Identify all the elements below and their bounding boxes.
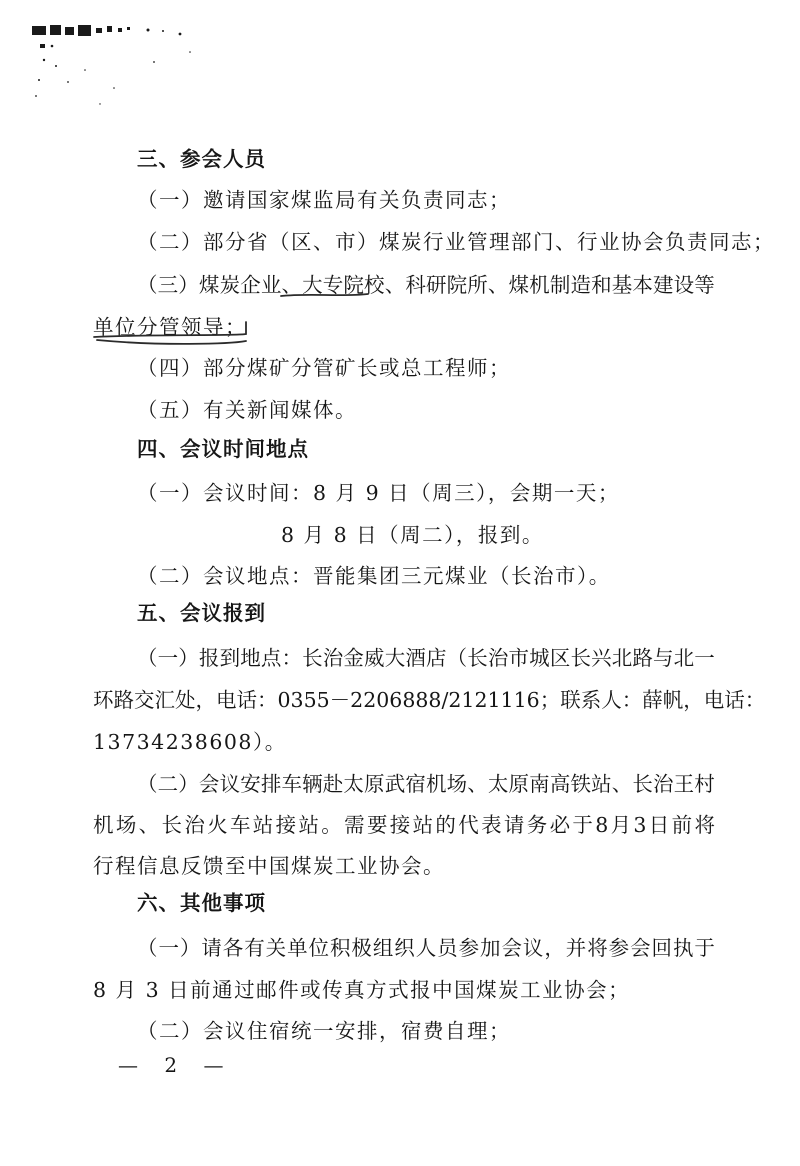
other-item-2: （二）会议住宿统一安排，宿费自理； [137,1019,511,1043]
registration-date: 8 月 8 日（周二），报到。 [281,523,544,547]
other-item-1-continued: 8 月 3 日前通过邮件或传真方式报中国煤炭工业协会； [93,978,631,1002]
transport-arrangement-continued: 机 场 、 长 治 火 车 站 接 站 。 需 要 接 站 的 代 表 请 务 必 于 8 月 3 日 前 将 [93,813,715,837]
attendee-item-5: （五）有关新闻媒体。 [137,398,357,422]
attendee-item-2: （二）部分省（区、市）煤炭行业管理部门、行业协会负责同志； [137,230,775,254]
transport-arrangement-end: 行程信息反馈至中国煤炭工业协会。 [93,854,445,878]
attendee-item-4: （四）部分煤矿分管矿长或总工程师； [137,356,511,380]
section-heading-other: 六、其他事项 [137,891,266,915]
meeting-place: （二）会议地点：晋能集团三元煤业（长治市）。 [137,564,611,588]
meeting-time: （一）会议时间：8 月 9 日（周三），会期一天； [137,481,620,505]
attendee-item-3-continuation: 单位分管领导； [93,315,247,339]
registration-place-contact: 环 路 交 汇 处 ， 电 话 ： 0355－2206888/2121116 ； 联 系 人 ： 薛 帆 ， 电 话 ： [93,688,766,712]
attendee-item-3: （ 三 ） 煤 炭 企 业 、 大 专 院 校 、 科 研 院 所 、 煤 机 制 造 和 基 本 建 设 等 [137,273,715,297]
section-heading-time-place: 四、会议时间地点 [137,437,309,461]
scan-artifact [30,22,200,110]
other-item-1: （ 一 ） 请 各 有 关 单 位 积 极 组 织 人 员 参 加 会 议 ， 并 将 参 会 回 执 于 [137,936,715,960]
registration-place: （ 一 ） 报 到 地 点 ： 长 治 金 威 大 酒 店 （ 长 治 市 城 区 长 兴 北 路 与 北 一 [137,646,715,670]
page-number: — 2 — [118,1053,234,1077]
section-heading-attendees: 三、参会人员 [137,147,266,171]
section-heading-registration: 五、会议报到 [137,601,266,625]
transport-arrangement: （ 二 ） 会 议 安 排 车 辆 赴 太 原 武 宿 机 场 、 太 原 南 高 铁 站 、 长 治 王 村 [137,772,715,796]
attendee-item-1: （一）邀请国家煤监局有关负责同志； [137,188,511,212]
registration-contact-phone: 13734238608）。 [93,730,287,754]
